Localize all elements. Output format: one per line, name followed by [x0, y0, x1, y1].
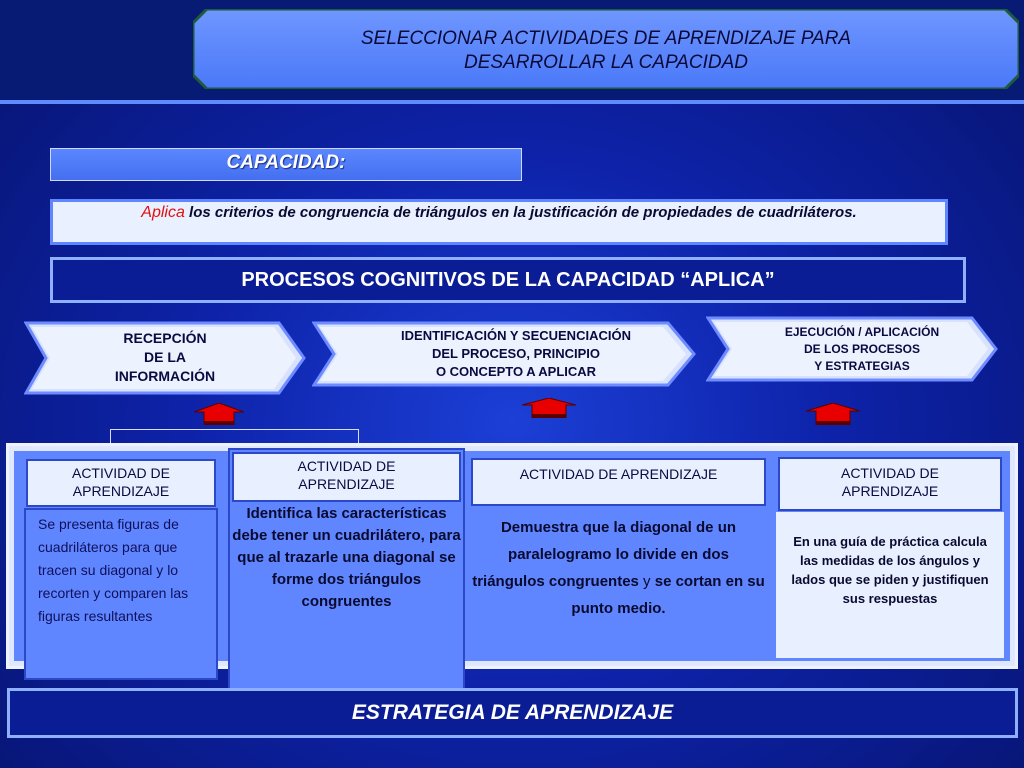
title-divider [0, 100, 1024, 104]
up-arrow-icon [194, 403, 244, 425]
activity-description: Identifica las características debe tener un cuadrilátero, para que al trazarle una diagonal se forme dos triángulos congruentes [232, 505, 461, 610]
activity-heading: ACTIVIDAD DE APRENDIZAJE [26, 459, 216, 507]
process-step-reception [24, 321, 306, 395]
activity-heading: ACTIVIDAD DE APRENDIZAJE [471, 458, 766, 506]
up-arrow-icon [522, 398, 576, 418]
process-step-label: IDENTIFICACIÓN Y SECUENCIACIÓN DEL PROCESO, PRINCIPIO O CONCEPTO A APLICAR [401, 328, 631, 379]
capacity-description [50, 199, 948, 245]
activity-description-end: se cortan en su punto medio. [571, 573, 765, 617]
process-step-execution [706, 316, 998, 382]
capacity-verb: Aplica [141, 204, 185, 221]
activity-description: Se presenta figuras de cuadriláteros para que tracen su diagonal y lo recorten y comparen las figuras resultantes [24, 508, 218, 680]
activity-description [471, 508, 766, 663]
up-arrow-icon [806, 403, 860, 425]
page-title: SELECCIONAR ACTIVIDADES DE APRENDIZAJE PARA DESARROLLAR LA CAPACIDAD [360, 28, 852, 73]
process-step-label: RECEPCIÓN DE LA INFORMACIÓN [114, 330, 216, 384]
activity-description-conjunction: y [638, 573, 655, 590]
activity-heading: ACTIVIDAD DE APRENDIZAJE [778, 457, 1002, 511]
capacity-label: CAPACIDAD: [226, 152, 346, 173]
processes-title: PROCESOS COGNITIVOS DE LA CAPACIDAD “APLICA” [50, 257, 966, 303]
activity-heading: ACTIVIDAD DE APRENDIZAJE [232, 452, 461, 502]
strategy-title: ESTRATEGIA DE APRENDIZAJE [7, 688, 1018, 738]
activity-description: En una guía de práctica calcula las medidas de los ángulos y lados que se piden y justifiquen sus respuestas [776, 512, 1004, 658]
process-step-label: EJECUCIÓN / APLICACIÓN DE LOS PROCESOS Y ESTRATEGIAS [784, 325, 940, 373]
title-banner [193, 9, 1019, 89]
process-step-identification [312, 321, 696, 387]
capacity-label-box [50, 148, 522, 181]
activity-description-main: Demuestra que la diagonal de un paralelogramo lo divide en dos triángulos congruentes [472, 519, 737, 590]
capacity-text: los criterios de congruencia de triángulos en la justificación de propiedades de cuadriláteros. [184, 204, 857, 221]
